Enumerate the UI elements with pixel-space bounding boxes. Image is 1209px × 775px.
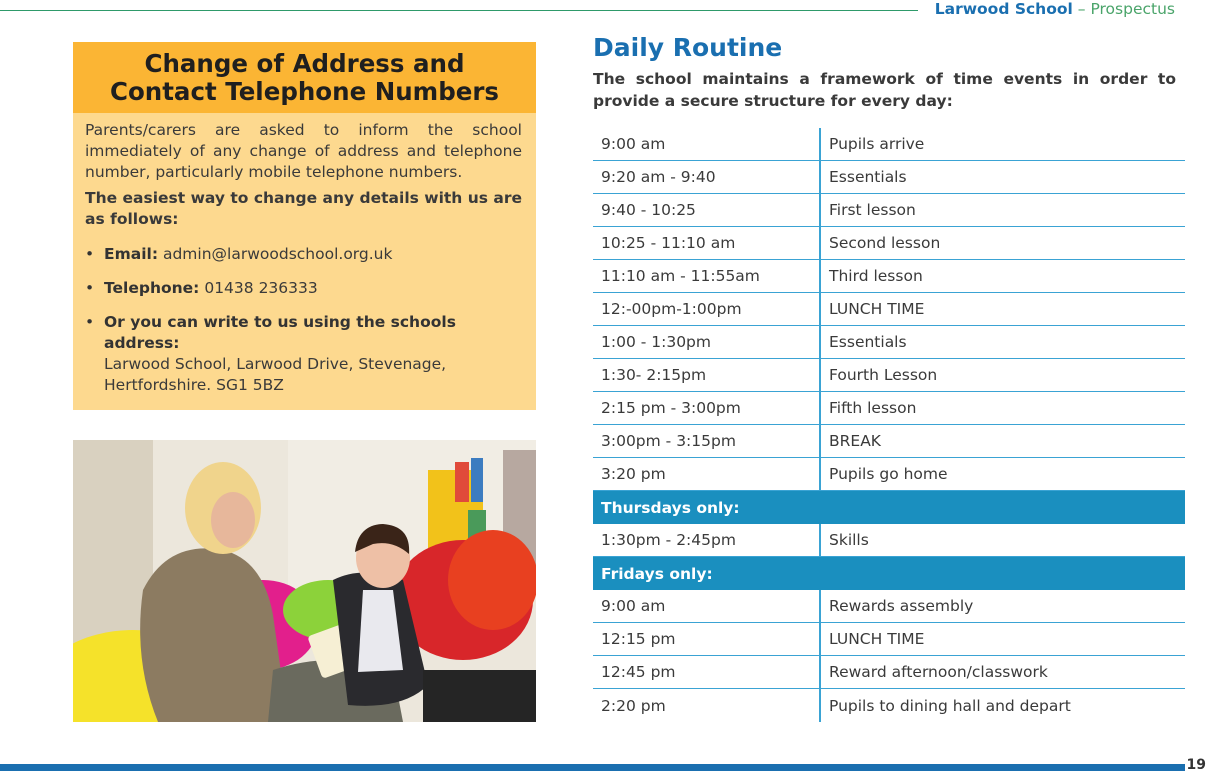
table-row — [593, 194, 1185, 227]
table-row — [593, 326, 1185, 359]
contact-email — [85, 244, 522, 265]
contact-telephone — [85, 278, 522, 299]
write-label: • Or you can write to us using the schools address: — [104, 313, 456, 352]
friday-section-header — [593, 557, 1185, 590]
table-row — [593, 128, 1185, 161]
table-row — [593, 623, 1185, 656]
document-name: Prospectus — [1090, 0, 1175, 18]
header-separator: – — [1077, 0, 1086, 18]
time-cell: 10:25 - 11:10 am — [593, 227, 821, 259]
activity-cell: Pupils go home — [829, 465, 948, 483]
activity-cell: Essentials — [829, 168, 907, 186]
contact-methods — [85, 244, 522, 396]
table-row — [593, 458, 1185, 491]
time-cell: 9:40 - 10:25 — [593, 194, 821, 226]
time-cell: 11:10 am - 11:55am — [593, 260, 821, 292]
section-label: Fridays only: — [601, 564, 713, 583]
contact-intro: Parents/carers are asked to inform the school immediately of any change of address and telephone number, particularly mobile telephone numbers. — [85, 121, 522, 181]
reading-photo — [73, 440, 536, 722]
contact-box — [73, 42, 536, 410]
activity-cell: Second lesson — [829, 234, 941, 252]
contact-easiest: The easiest way to change any details with us are as follows: — [85, 189, 523, 228]
activity-cell: LUNCH TIME — [829, 630, 925, 648]
contact-title: Change of Address and Contact Telephone Numbers — [109, 48, 500, 106]
top-rule — [0, 10, 918, 11]
photo-illustration — [73, 440, 536, 722]
running-head — [935, 0, 1175, 18]
table-row — [593, 359, 1185, 392]
page-number: 19 — [1186, 757, 1206, 773]
time-cell: 9:00 am — [593, 590, 821, 622]
activity-cell: BREAK — [829, 432, 881, 450]
contact-header — [73, 42, 536, 113]
table-row — [593, 260, 1185, 293]
time-cell: 2:20 pm — [593, 689, 821, 722]
bottom-rule — [0, 764, 1185, 771]
section-label: Thursdays only: — [601, 498, 740, 517]
table-row — [593, 590, 1185, 623]
table-row — [593, 656, 1185, 689]
activity-cell: Essentials — [829, 333, 907, 351]
time-cell: 9:00 am — [593, 128, 821, 160]
table-row — [593, 524, 1185, 557]
time-cell: 1:00 - 1:30pm — [593, 326, 821, 358]
activity-cell: Pupils to dining hall and depart — [829, 696, 1071, 715]
activity-cell: LUNCH TIME — [829, 300, 925, 318]
contact-body — [73, 113, 536, 396]
table-row — [593, 689, 1185, 722]
time-cell: 12:45 pm — [593, 656, 821, 688]
time-cell: 3:00pm - 3:15pm — [593, 425, 821, 457]
time-cell: 1:30pm - 2:45pm — [593, 524, 821, 556]
time-cell: 12:15 pm — [593, 623, 821, 655]
telephone-value: 01438 236333 — [204, 279, 318, 297]
table-row — [593, 227, 1185, 260]
activity-cell: Third lesson — [829, 267, 923, 285]
time-cell: 9:20 am - 9:40 — [593, 161, 821, 193]
activity-cell: Pupils arrive — [829, 135, 925, 153]
table-row — [593, 161, 1185, 194]
activity-cell: Fifth lesson — [829, 399, 917, 417]
schedule-table — [593, 128, 1185, 722]
routine-intro: The school maintains a framework of time events in order to provide a secure structure for every day: — [593, 70, 1176, 110]
school-name: Larwood School — [934, 0, 1073, 18]
activity-cell: Fourth Lesson — [829, 366, 938, 384]
time-cell: 2:15 pm - 3:00pm — [593, 392, 821, 424]
telephone-label: Telephone: — [104, 279, 200, 297]
thursday-section-header — [593, 491, 1185, 524]
time-cell: 12:-00pm-1:00pm — [593, 293, 821, 325]
activity-cell: First lesson — [829, 201, 916, 219]
activity-cell: Skills — [829, 531, 869, 549]
table-row — [593, 293, 1185, 326]
address-value: Larwood School, Larwood Drive, Stevenage, Hertfordshire. SG1 5BZ — [104, 355, 447, 394]
routine-title: Daily Routine — [593, 33, 783, 62]
activity-cell: Rewards assembly — [829, 597, 974, 615]
time-cell: 1:30- 2:15pm — [593, 359, 821, 391]
table-row — [593, 392, 1185, 425]
email-link[interactable]: admin@larwoodschool.org.uk — [162, 245, 393, 263]
time-cell: 3:20 pm — [593, 458, 821, 490]
contact-address — [85, 312, 522, 396]
table-row — [593, 425, 1185, 458]
email-label: Email: — [104, 245, 159, 263]
activity-cell: Reward afternoon/classwork — [829, 663, 1048, 681]
